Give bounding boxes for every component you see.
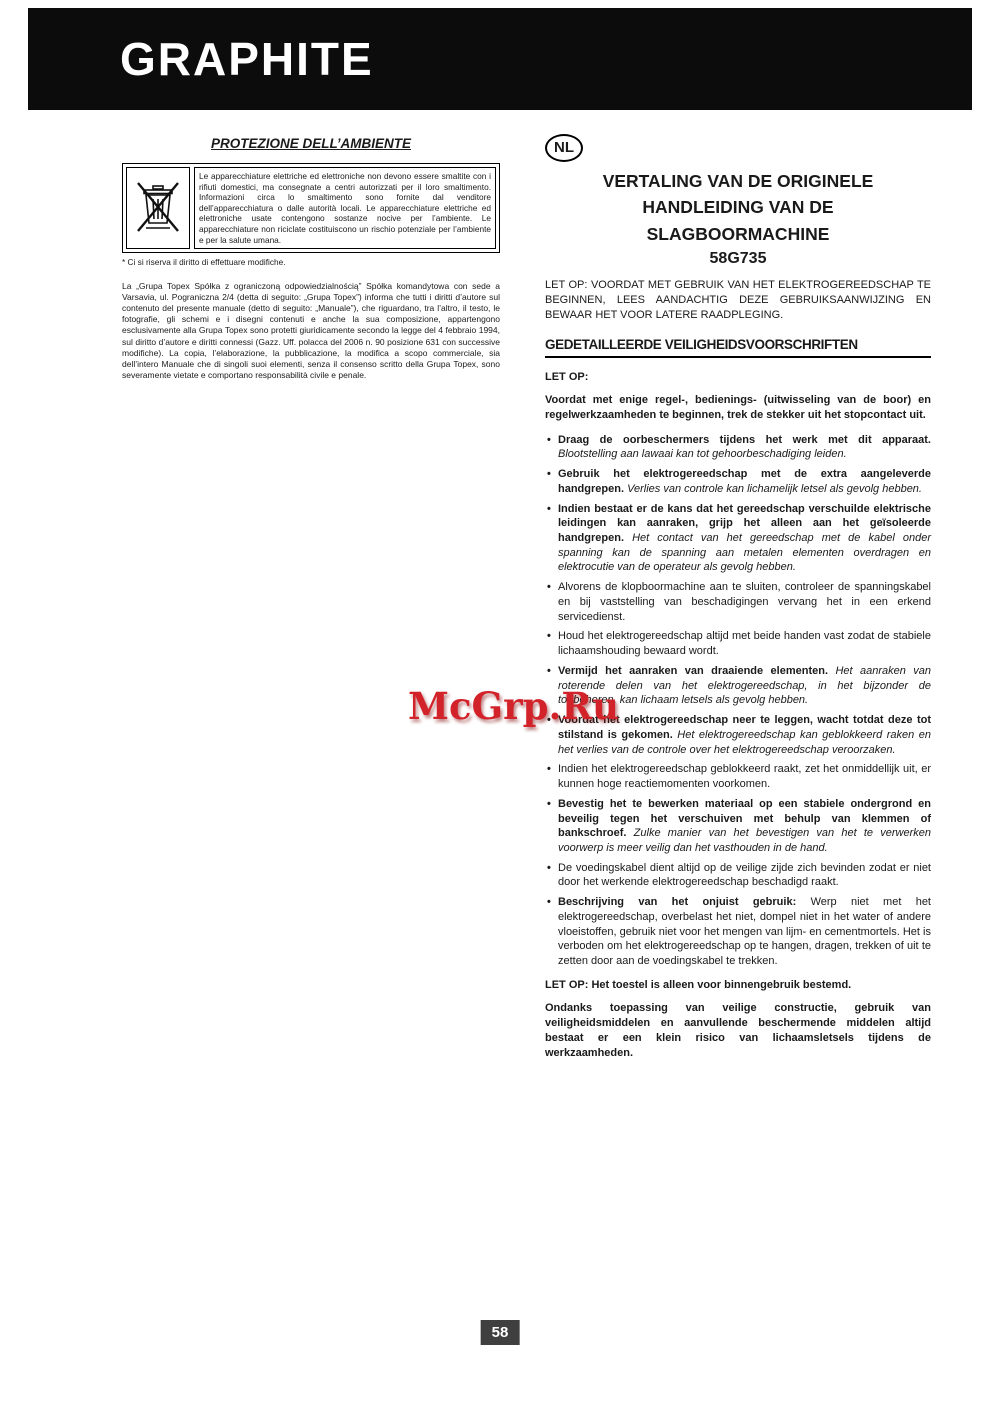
- safety-list-item: [545, 762, 931, 791]
- safety-text-segment: Verlies van controle kan lichamelijk letsel als gevolg hebben.: [627, 482, 922, 495]
- safety-list-item: [545, 433, 931, 462]
- intro-warning: LET OP: VOORDAT MET GEBRUIK VAN HET ELEKTROGEREEDSCHAP TE BEGINNEN, LEES AANDACHTIG DEZE GEBRUIKSAANWIJZING EN BEWAAR HET VOOR LATERE RAADPLEGING.: [545, 278, 931, 322]
- weee-crossed-bin-icon: [126, 167, 190, 249]
- safety-text-segment: Zulke manier van het bevestigen van het te verwerken voorwerp is meer veilig dan het vasthouden in de hand.: [558, 827, 931, 854]
- safety-text-segment: Vermijd het aanraken van draaiende elementen.: [558, 664, 836, 677]
- safety-list-item: [545, 797, 931, 856]
- right-column: [545, 134, 931, 1062]
- title-line-1: VERTALING VAN DE ORIGINELE: [602, 171, 874, 191]
- safety-list-item: [545, 664, 931, 708]
- safety-text-segment: Bevestig het te bewerken materiaal op een stabiele ondergrond en beveilig tegen het verschuiven met behulp van klemmen of bankschroef.: [558, 797, 931, 840]
- safety-list-item: [545, 502, 931, 576]
- safety-text-segment: Beschrijving van het onjuist gebruik:: [558, 896, 811, 909]
- header-bar: [28, 8, 972, 110]
- safety-section-heading: GEDETAILLEERDE VEILIGHEIDSVOORSCHRIFTEN: [545, 337, 931, 358]
- safety-text-segment: Indien het elektrogereedschap geblokkeerd raakt, zet het onmiddellijk uit, er kunnen hoge reactiemomenten voorkomen.: [558, 763, 931, 791]
- safety-text-segment: Draag de oorbeschermers tijdens het werk met dit apparaat.: [558, 433, 931, 446]
- language-badge: NL: [545, 134, 583, 162]
- page-number: 58: [481, 1320, 520, 1345]
- residual-risk-note: Ondanks toepassing van veilige constructie, gebruik van veiligheidsmiddelen en aanvullende beschermende middelen altijd bestaat er een klein risico van lichaamsletsels tijdens de werkzaamheden.: [545, 1001, 931, 1060]
- document-title: [545, 168, 931, 247]
- attention-label: LET OP:: [545, 371, 589, 384]
- model-number: 58G735: [709, 249, 767, 267]
- copyright-legal-text: La „Grupa Topex Spółka z ograniczoną odpowiedzialnością” Spółka komandytowa con sede a Varsavia, ul. Pograniczna 2/4 (detta di seguito: „Grupa Topex”) informa che tutti i diritti d’autore sul contenuto del presente manuale (detto di seguito: „Manuale”), che riguardano, tra l’altro, il testo, le fotografie, gli schemi e i disegni contenuti e anche la sua composizione, appartengono esclusivamente alla Grupa Topex sono protetti giuridicamente secondo la legge del 4 febbraio 1994, sul diritto d’autore e diritti connessi (Gazz. Uff. polacca del 2006 n. 90 posizione 631 con successive modifiche). La copia, l’elaborazione, la pubblicazione, la modifica a scopo commerciale, sia dell’intero Manuale che di singoli suoi elementi, senza il consenso scritto della Grupa Topex, sono severamente vietate e comportano responsabilità civile e penale.: [122, 281, 500, 380]
- safety-text-segment: Het contact van het gereedschap met de kabel onder spanning kan de spanning aan metalen elementen overdragen en elektrocutie van de operateur als gevolg hebben.: [558, 532, 931, 574]
- safety-text-segment: Alvorens de klopboormachine aan te sluiten, controleer de spanningskabel en bij vaststelling van beschadigingen vervang het in een erkend servicedienst.: [558, 581, 931, 623]
- brand-logo: GRAPHITE: [120, 33, 374, 85]
- environment-heading: PROTEZIONE DELL’AMBIENTE: [210, 136, 411, 151]
- safety-list-item: [545, 713, 931, 757]
- safety-text-segment: Blootstelling aan lawaai kan tot gehoorbeschadiging leiden.: [558, 448, 847, 461]
- safety-list: [545, 433, 931, 969]
- safety-text-segment: Voordat het elektrogereedschap neer te leggen, wacht totdat deze tot stilstand is gekomen.: [558, 714, 931, 741]
- title-line-2: HANDLEIDING VAN DE: [642, 197, 834, 218]
- safety-list-item: [545, 629, 931, 658]
- modifications-footnote: * Ci si riserva il diritto di effettuare modifiche.: [122, 257, 286, 268]
- safety-text-segment: Houd het elektrogereedschap altijd met beide handen vast zodat de stabiele lichaamshouding bewaard wordt.: [558, 630, 931, 658]
- lead-instruction: Voordat met enige regel-, bedienings- (uitwisseling van de boor) en regelwerkzaamheden te beginnen, trek de stekker uit het stopcontact uit.: [545, 394, 931, 422]
- safety-text-segment: Werp niet met het elektrogereedschap, overbelast het niet, dompel niet in het water of andere vloeistoffen, gebruik niet voor het mengen van lijm- en cementmortels. Het is verboden om het elektrogereedschap op te hangen, dragen, trekken of uit te zetten door aan de voedingskabel te trekken.: [558, 896, 931, 968]
- safety-text-segment: Indien bestaat er de kans dat het gereedschap verschuilde elektrische leidingen kan aanraken, grijp het alleen aan het geïsoleerde handgrepen.: [558, 502, 931, 545]
- safety-list-item: [545, 895, 931, 969]
- safety-list-item: [545, 580, 931, 624]
- safety-list-item: [545, 467, 931, 496]
- safety-text-segment: Gebruik het elektrogereedschap met de extra aangeleverde handgrepen.: [558, 468, 931, 495]
- left-column: [122, 136, 500, 381]
- safety-list-item: [545, 861, 931, 890]
- safety-text-segment: Het elektrogereedschap kan geblokkeerd raken en het verlies van de controle over het elektrogereedschap veroorzaken.: [558, 728, 932, 756]
- watermark: McGrp.Ru: [408, 684, 619, 728]
- weee-box: [122, 163, 500, 253]
- title-line-3: SLAGBOORMACHINE: [646, 223, 830, 244]
- indoor-use-note: LET OP: Het toestel is alleen voor binnengebruik bestemd.: [545, 978, 852, 991]
- weee-disposal-text: Le apparecchiature elettriche ed elettroniche non devono essere smaltite con i rifiuti domestici, ma consegnate a centri autorizzati per il loro smaltimento. Informazioni circa lo smaltimento sono fornite dal venditore dell’apparecchiatura o dalle autorità locali. Le apparecchiature elettriche ed elettroniche usate contengono sostanze nocive per l’ambiente. Le apparecchiature non riciclate costituiscono un rischio potenziale per l’ambiente e per la salute umana.: [194, 167, 496, 249]
- safety-text-segment: Het aanraken van roterende delen van het elektrogereedschap, in het bijzonder de toebehoren, kan lichaam letsels als gevolg hebben.: [558, 664, 931, 707]
- safety-text-segment: De voedingskabel dient altijd op de veilige zijde zich bevinden zodat er niet door het werkende elektrogereedschap beschadigd raakt.: [558, 861, 931, 889]
